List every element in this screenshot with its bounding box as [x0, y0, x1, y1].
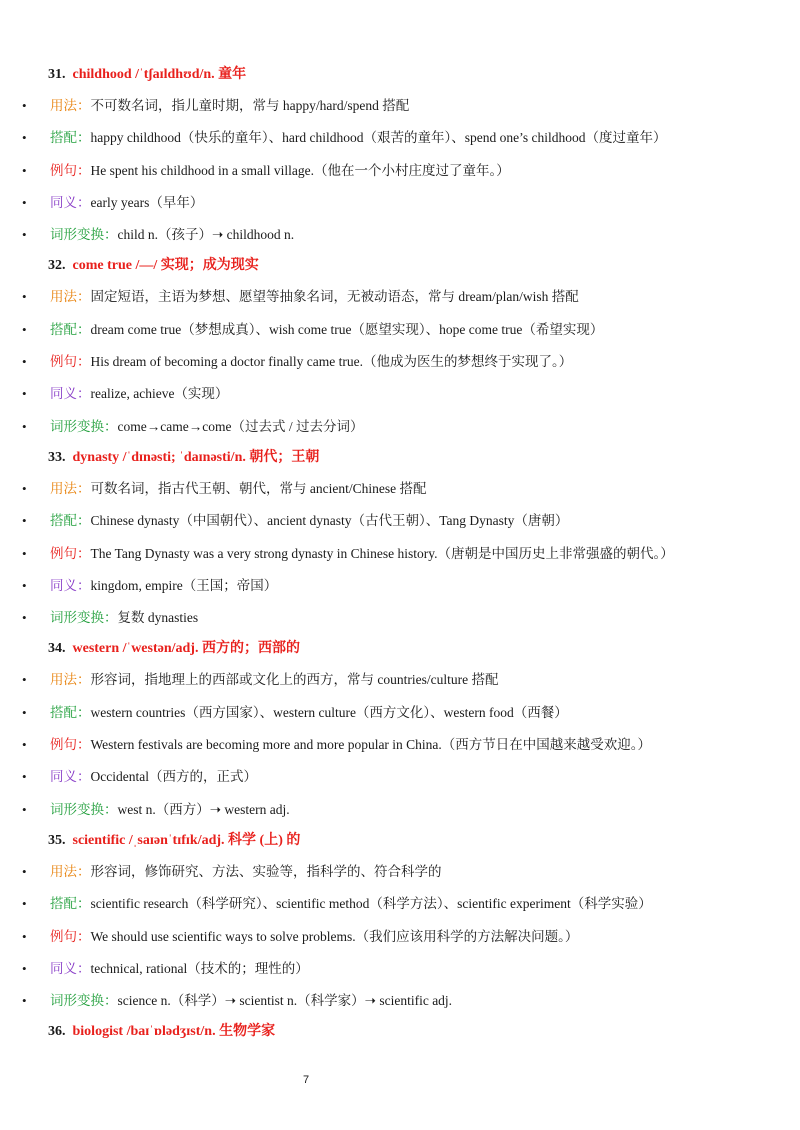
synonym-text: kingdom, empire（王国；帝国）: [90, 577, 278, 593]
entry-number: 33.: [48, 449, 66, 465]
entry-number: 36.: [48, 1024, 66, 1040]
synonym-text: realize, achieve（实现）: [90, 386, 229, 402]
bullet-icon: •: [22, 801, 27, 817]
entry-headword: [0, 251, 800, 281]
example-label: 例句：: [50, 928, 91, 944]
wordform-label: 词形变换：: [50, 993, 118, 1009]
collocation-line: [0, 122, 800, 154]
bullet-icon: •: [22, 227, 27, 243]
usage-text: 形容词，指地理上的西部或文化上的西方，常与 countries/culture 搭配: [90, 672, 499, 688]
collocation-line: [0, 505, 800, 537]
collocation-text: scientific research（科学研究）、scientific method（科学方法）、scientific experiment（科学实验）: [90, 896, 652, 912]
bullet-icon: •: [22, 386, 27, 402]
wordform-text: child n.（孩子）➝ childhood n.: [117, 227, 295, 243]
bullet-icon: •: [22, 354, 27, 370]
synonym-text: early years（早年）: [90, 194, 204, 210]
example-sentence-line: [0, 538, 800, 570]
wordform-text: 复数 dynasties: [117, 610, 199, 626]
example-label: 例句：: [50, 737, 91, 753]
synonym-label: 同义：: [50, 194, 91, 210]
usage-line: [0, 281, 800, 313]
example-text: Western festivals are becoming more and more popular in China.（西方节日在中国越来越受欢迎。）: [90, 737, 652, 753]
example-sentence-line: [0, 346, 800, 378]
synonym-line: [0, 953, 800, 985]
word-form-line: [0, 794, 800, 826]
bullet-icon: •: [22, 610, 27, 626]
word-form-line: [0, 985, 800, 1017]
entry-headword: [0, 443, 800, 473]
bullet-icon: •: [22, 545, 27, 561]
example-text: His dream of becoming a doctor finally came true.（他成为医生的梦想终于实现了。）: [90, 354, 573, 370]
usage-line: [0, 856, 800, 888]
bullet-icon: •: [22, 162, 27, 178]
usage-text: 形容词，修饰研究、方法、实验等，指科学的、符合科学的: [90, 863, 442, 879]
wordform-label: 词形变换：: [50, 418, 118, 434]
collocation-label: 搭配：: [50, 896, 91, 912]
example-sentence-line: [0, 729, 800, 761]
page-number: 7: [302, 1074, 310, 1086]
bullet-icon: •: [22, 993, 27, 1009]
collocation-label: 搭配：: [50, 130, 91, 146]
word-form-line: [0, 219, 800, 251]
wordform-text: west n.（西方）➝ western adj.: [117, 801, 290, 817]
entry-number: 32.: [48, 258, 66, 274]
bullet-icon: •: [22, 737, 27, 753]
bullet-icon: •: [22, 480, 27, 496]
entry-number: 34.: [48, 641, 66, 657]
entry-details: [0, 664, 800, 825]
example-label: 例句：: [50, 162, 91, 178]
bullet-icon: •: [22, 130, 27, 146]
bullet-icon: •: [22, 321, 27, 337]
example-text: The Tang Dynasty was a very strong dynasty in Chinese history.（唐朝是中国历史上非常强盛的朝代。）: [90, 545, 674, 561]
word-form-line: [0, 602, 800, 634]
collocation-line: [0, 697, 800, 729]
bullet-icon: •: [22, 896, 27, 912]
synonym-line: [0, 187, 800, 219]
entry-headword: [0, 60, 800, 90]
synonym-line: [0, 570, 800, 602]
collocation-label: 搭配：: [50, 704, 91, 720]
wordform-label: 词形变换：: [50, 610, 118, 626]
collocation-text: western countries（西方国家）、western culture（西方文化）、western food（西餐）: [90, 704, 568, 720]
example-sentence-line: [0, 155, 800, 187]
usage-label: 用法：: [50, 863, 91, 879]
usage-label: 用法：: [50, 672, 91, 688]
usage-label: 用法：: [50, 98, 91, 113]
example-label: 例句：: [50, 545, 91, 561]
synonym-line: [0, 761, 800, 793]
usage-text: 固定短语，主语为梦想、愿望等抽象名词，无被动语态，常与 dream/plan/wish 搭配: [90, 289, 579, 305]
usage-text: 不可数名词，指儿童时期，常与 happy/hard/spend 搭配: [90, 98, 410, 113]
entry-details: [0, 473, 800, 634]
bullet-icon: •: [22, 98, 27, 113]
collocation-text: Chinese dynasty（中国朝代）、ancient dynasty（古代王朝）、Tang Dynasty（唐朝）: [90, 513, 569, 529]
entry-number: 31.: [48, 67, 66, 82]
headword-text: dynasty /ˈdɪnəsti; ˈdaɪnəsti/n. 朝代；王朝: [72, 449, 320, 465]
collocation-label: 搭配：: [50, 321, 91, 337]
example-sentence-line: [0, 921, 800, 953]
bullet-icon: •: [22, 418, 27, 434]
headword-text: childhood /ˈtʃaɪldhʊd/n. 童年: [72, 67, 247, 82]
bullet-icon: •: [22, 960, 27, 976]
bullet-icon: •: [22, 863, 27, 879]
wordform-text: science n.（科学）➝ scientist n.（科学家）➝ scientific adj.: [117, 993, 453, 1009]
bullet-icon: •: [22, 289, 27, 305]
entry-number: 35.: [48, 832, 66, 848]
headword-text: western /ˈwestən/adj. 西方的；西部的: [72, 641, 300, 657]
wordform-label: 词形变换：: [50, 801, 118, 817]
usage-line: [0, 473, 800, 505]
entry-headword: [0, 1017, 800, 1047]
bullet-icon: •: [22, 513, 27, 529]
bullet-icon: •: [22, 769, 27, 785]
synonym-line: [0, 378, 800, 410]
headword-text: scientific /ˌsaɪənˈtɪfɪk/adj. 科学 (上) 的: [72, 832, 301, 848]
usage-line: [0, 664, 800, 696]
wordform-text: come→came→come（过去式 / 过去分词）: [117, 418, 364, 434]
usage-label: 用法：: [50, 289, 91, 305]
bullet-icon: •: [22, 928, 27, 944]
synonym-label: 同义：: [50, 386, 91, 402]
usage-label: 用法：: [50, 480, 91, 496]
synonym-label: 同义：: [50, 577, 91, 593]
word-form-line: [0, 411, 800, 443]
usage-line: [0, 90, 800, 122]
usage-text: 可数名词，指古代王朝、朝代，常与 ancient/Chinese 搭配: [90, 480, 427, 496]
entry-headword: [0, 826, 800, 856]
bullet-icon: •: [22, 672, 27, 688]
synonym-text: technical, rational（技术的；理性的）: [90, 960, 309, 976]
synonym-label: 同义：: [50, 769, 91, 785]
collocation-text: happy childhood（快乐的童年）、hard childhood（艰苦的童年）、spend one’s childhood（度过童年）: [90, 130, 667, 146]
example-text: He spent his childhood in a small village.（他在一个小村庄度过了童年。）: [90, 162, 510, 178]
example-label: 例句：: [50, 354, 91, 370]
entry-details: [0, 90, 800, 251]
entry-details: [0, 281, 800, 442]
bullet-icon: •: [22, 704, 27, 720]
collocation-line: [0, 314, 800, 346]
wordform-label: 词形变换：: [50, 227, 118, 243]
synonym-label: 同义：: [50, 960, 91, 976]
collocation-label: 搭配：: [50, 513, 91, 529]
headword-text: come true /—/ 实现；成为现实: [72, 258, 259, 274]
bullet-icon: •: [22, 577, 27, 593]
bullet-icon: •: [22, 194, 27, 210]
vocabulary-list: [0, 60, 800, 1047]
synonym-text: Occidental（西方的，正式）: [90, 769, 257, 785]
entry-headword: [0, 634, 800, 664]
entry-details: [0, 856, 800, 1017]
collocation-text: dream come true（梦想成真）、wish come true（愿望实现）、hope come true（希望实现）: [90, 321, 604, 337]
collocation-line: [0, 888, 800, 920]
example-text: We should use scientific ways to solve problems.（我们应该用科学的方法解决问题。）: [90, 928, 579, 944]
headword-text: biologist /baɪˈɒlədʒɪst/n. 生物学家: [72, 1024, 276, 1040]
